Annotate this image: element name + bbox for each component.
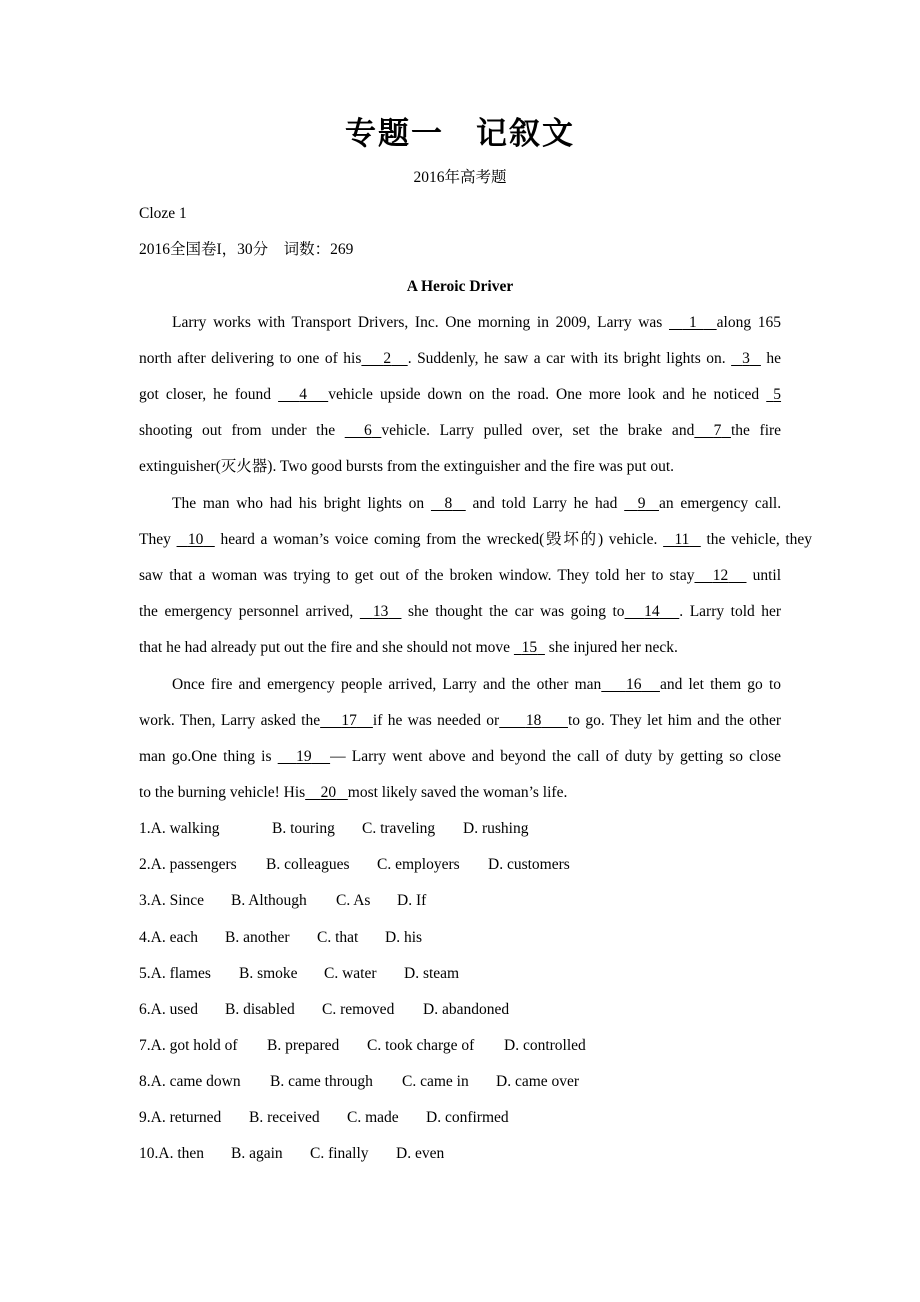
question-7 bbox=[139, 1036, 586, 1056]
blank-8: 8 bbox=[444, 495, 453, 512]
option-c: C. removed bbox=[322, 1001, 395, 1018]
blank-2: 2 bbox=[383, 350, 392, 367]
text-segment: if he was needed or bbox=[372, 712, 500, 729]
subtitle: 2016年高考题 bbox=[413, 169, 507, 186]
option-d: D. steam bbox=[404, 965, 460, 982]
option-a: 2.A. passengers bbox=[139, 856, 237, 873]
blank-14: 14 bbox=[644, 603, 660, 620]
text-segment: They bbox=[139, 531, 171, 548]
option-b: B. another bbox=[225, 929, 290, 946]
option-d: D. controlled bbox=[504, 1037, 586, 1054]
option-c: C. water bbox=[324, 965, 377, 982]
blank-4: 4 bbox=[299, 386, 308, 403]
passage-line bbox=[139, 711, 781, 731]
option-d: D. customers bbox=[488, 856, 570, 873]
text-segment: the fire bbox=[730, 422, 782, 439]
option-a: 10.A. then bbox=[139, 1145, 205, 1162]
passage-line bbox=[139, 385, 781, 405]
exam-meta: 2016全国卷I，30分 词数：269 bbox=[139, 241, 354, 258]
text-segment: saw that a woman was trying to get out of the broken window. They told her to stay bbox=[139, 567, 695, 584]
text-segment: that he had already put out the fire and she should not move bbox=[139, 639, 511, 656]
text-segment: man go.One thing is bbox=[139, 748, 272, 765]
passage-line bbox=[139, 602, 781, 622]
text-segment: Larry works with Transport Drivers, Inc. One morning in 2009, Larry was bbox=[172, 314, 663, 331]
blank-13: 13 bbox=[372, 603, 389, 620]
option-a: 3.A. Since bbox=[139, 892, 205, 909]
passage-line bbox=[139, 747, 781, 767]
option-d: D. even bbox=[396, 1145, 445, 1162]
option-c: C. traveling bbox=[362, 820, 436, 837]
passage-line bbox=[172, 675, 781, 695]
passage-line bbox=[139, 638, 678, 658]
option-c: C. finally bbox=[310, 1145, 369, 1162]
passage-line bbox=[139, 349, 781, 369]
title-part-1: 专题一 bbox=[345, 116, 444, 152]
option-d: D. rushing bbox=[463, 820, 529, 837]
option-a: 8.A. came down bbox=[139, 1073, 241, 1090]
text-segment: The man who had his bright lights on bbox=[172, 495, 425, 512]
option-b: B. Although bbox=[231, 892, 307, 909]
blank-18: 18 bbox=[525, 712, 542, 729]
blank-10: 10 bbox=[187, 531, 204, 548]
option-c: C. As bbox=[336, 892, 371, 909]
blank-20: 20 bbox=[320, 784, 337, 801]
question-9 bbox=[139, 1108, 509, 1128]
option-d: D. came over bbox=[496, 1073, 580, 1090]
text-segment: work. Then, Larry asked the bbox=[139, 712, 321, 729]
blank-6: 6 bbox=[363, 422, 372, 439]
option-c: C. took charge of bbox=[367, 1037, 475, 1054]
option-d: D. his bbox=[385, 929, 423, 946]
question-2 bbox=[139, 855, 570, 875]
option-d: D. If bbox=[397, 892, 427, 909]
blank-17: 17 bbox=[341, 712, 357, 729]
text-segment: Once fire and emergency people arrived, Larry and the other man bbox=[172, 676, 602, 693]
text-segment: vehicle upside down on the road. One more look and he noticed bbox=[328, 386, 760, 403]
passage-line: extinguisher(灭火器). Two good bursts from the extinguisher and the fire was put out. bbox=[139, 458, 675, 475]
text-segment: — Larry went above and beyond the call of duty by getting so close bbox=[330, 748, 782, 765]
option-c: C. came in bbox=[402, 1073, 469, 1090]
passage-line bbox=[172, 313, 781, 333]
option-d: D. confirmed bbox=[426, 1109, 509, 1126]
title-part-2: 记叙文 bbox=[476, 116, 575, 152]
text-segment: and let them go to bbox=[659, 676, 782, 693]
text-segment: heard a woman’s voice coming from the wrecked(毁坏的) vehicle. bbox=[220, 531, 658, 548]
text-segment: he bbox=[766, 350, 782, 367]
option-c: C. made bbox=[347, 1109, 399, 1126]
text-segment: until bbox=[752, 567, 782, 584]
option-b: B. colleagues bbox=[266, 856, 350, 873]
blank-5: 5 bbox=[773, 386, 782, 403]
text-segment: and told Larry he had bbox=[472, 495, 618, 512]
text-segment: she injured her neck. bbox=[548, 639, 678, 656]
text-segment: an emergency call. bbox=[658, 495, 782, 512]
text-segment: got closer, he found bbox=[139, 386, 272, 403]
blank-3: 3 bbox=[742, 350, 750, 367]
blank-12: 12 bbox=[712, 567, 729, 584]
option-b: B. again bbox=[231, 1145, 283, 1162]
option-a: 7.A. got hold of bbox=[139, 1037, 238, 1054]
option-c: C. employers bbox=[377, 856, 460, 873]
option-b: B. disabled bbox=[225, 1001, 295, 1018]
question-1 bbox=[139, 819, 528, 839]
blank-1: 1 bbox=[682, 314, 704, 331]
option-b: B. came through bbox=[270, 1073, 373, 1090]
question-10 bbox=[139, 1144, 444, 1164]
cloze-label: Cloze 1 bbox=[139, 205, 187, 222]
option-b: B. smoke bbox=[239, 965, 298, 982]
passage-line bbox=[139, 530, 812, 550]
blank-15: 15 bbox=[521, 639, 538, 656]
text-segment: shooting out from under the bbox=[139, 422, 336, 439]
text-segment: along 165 bbox=[716, 314, 782, 331]
blank-16: 16 bbox=[625, 676, 642, 693]
blank-11: 11 bbox=[674, 531, 690, 548]
blank-19: 19 bbox=[296, 748, 312, 765]
option-a: 6.A. used bbox=[139, 1001, 198, 1018]
question-3 bbox=[139, 891, 426, 911]
passage-line bbox=[172, 494, 781, 514]
question-4 bbox=[139, 928, 422, 948]
question-6 bbox=[139, 1000, 509, 1020]
option-a: 4.A. each bbox=[139, 929, 198, 946]
question-8 bbox=[139, 1072, 579, 1092]
option-a: 9.A. returned bbox=[139, 1109, 222, 1126]
text-segment: to go. They let him and the other bbox=[567, 712, 782, 729]
passage-line bbox=[139, 421, 781, 441]
text-segment: she thought the car was going to bbox=[408, 603, 625, 620]
text-segment: to the burning vehicle! His bbox=[139, 784, 306, 801]
text-segment: . Larry told her bbox=[679, 603, 782, 620]
passage-title: A Heroic Driver bbox=[406, 278, 514, 295]
blank-9: 9 bbox=[637, 495, 646, 512]
option-a: 5.A. flames bbox=[139, 965, 211, 982]
passage-line bbox=[139, 566, 781, 586]
option-c: C. that bbox=[317, 929, 359, 946]
passage-line bbox=[139, 783, 567, 803]
blank-7: 7 bbox=[713, 422, 722, 439]
option-d: D. abandoned bbox=[423, 1001, 510, 1018]
question-5 bbox=[139, 964, 459, 984]
text-segment: the emergency personnel arrived, bbox=[139, 603, 354, 620]
option-b: B. prepared bbox=[267, 1037, 340, 1054]
text-segment: most likely saved the woman’s life. bbox=[347, 784, 568, 801]
text-segment: vehicle. Larry pulled over, set the brake and bbox=[381, 422, 695, 439]
option-b: B. touring bbox=[272, 820, 335, 837]
text-segment: . Suddenly, he saw a car with its bright lights on. bbox=[407, 350, 726, 367]
option-a: 1.A. walking bbox=[139, 820, 220, 837]
text-segment: the vehicle, they bbox=[706, 531, 813, 548]
option-b: B. received bbox=[249, 1109, 320, 1126]
text-segment: north after delivering to one of his bbox=[139, 350, 362, 367]
page-title bbox=[0, 112, 920, 156]
